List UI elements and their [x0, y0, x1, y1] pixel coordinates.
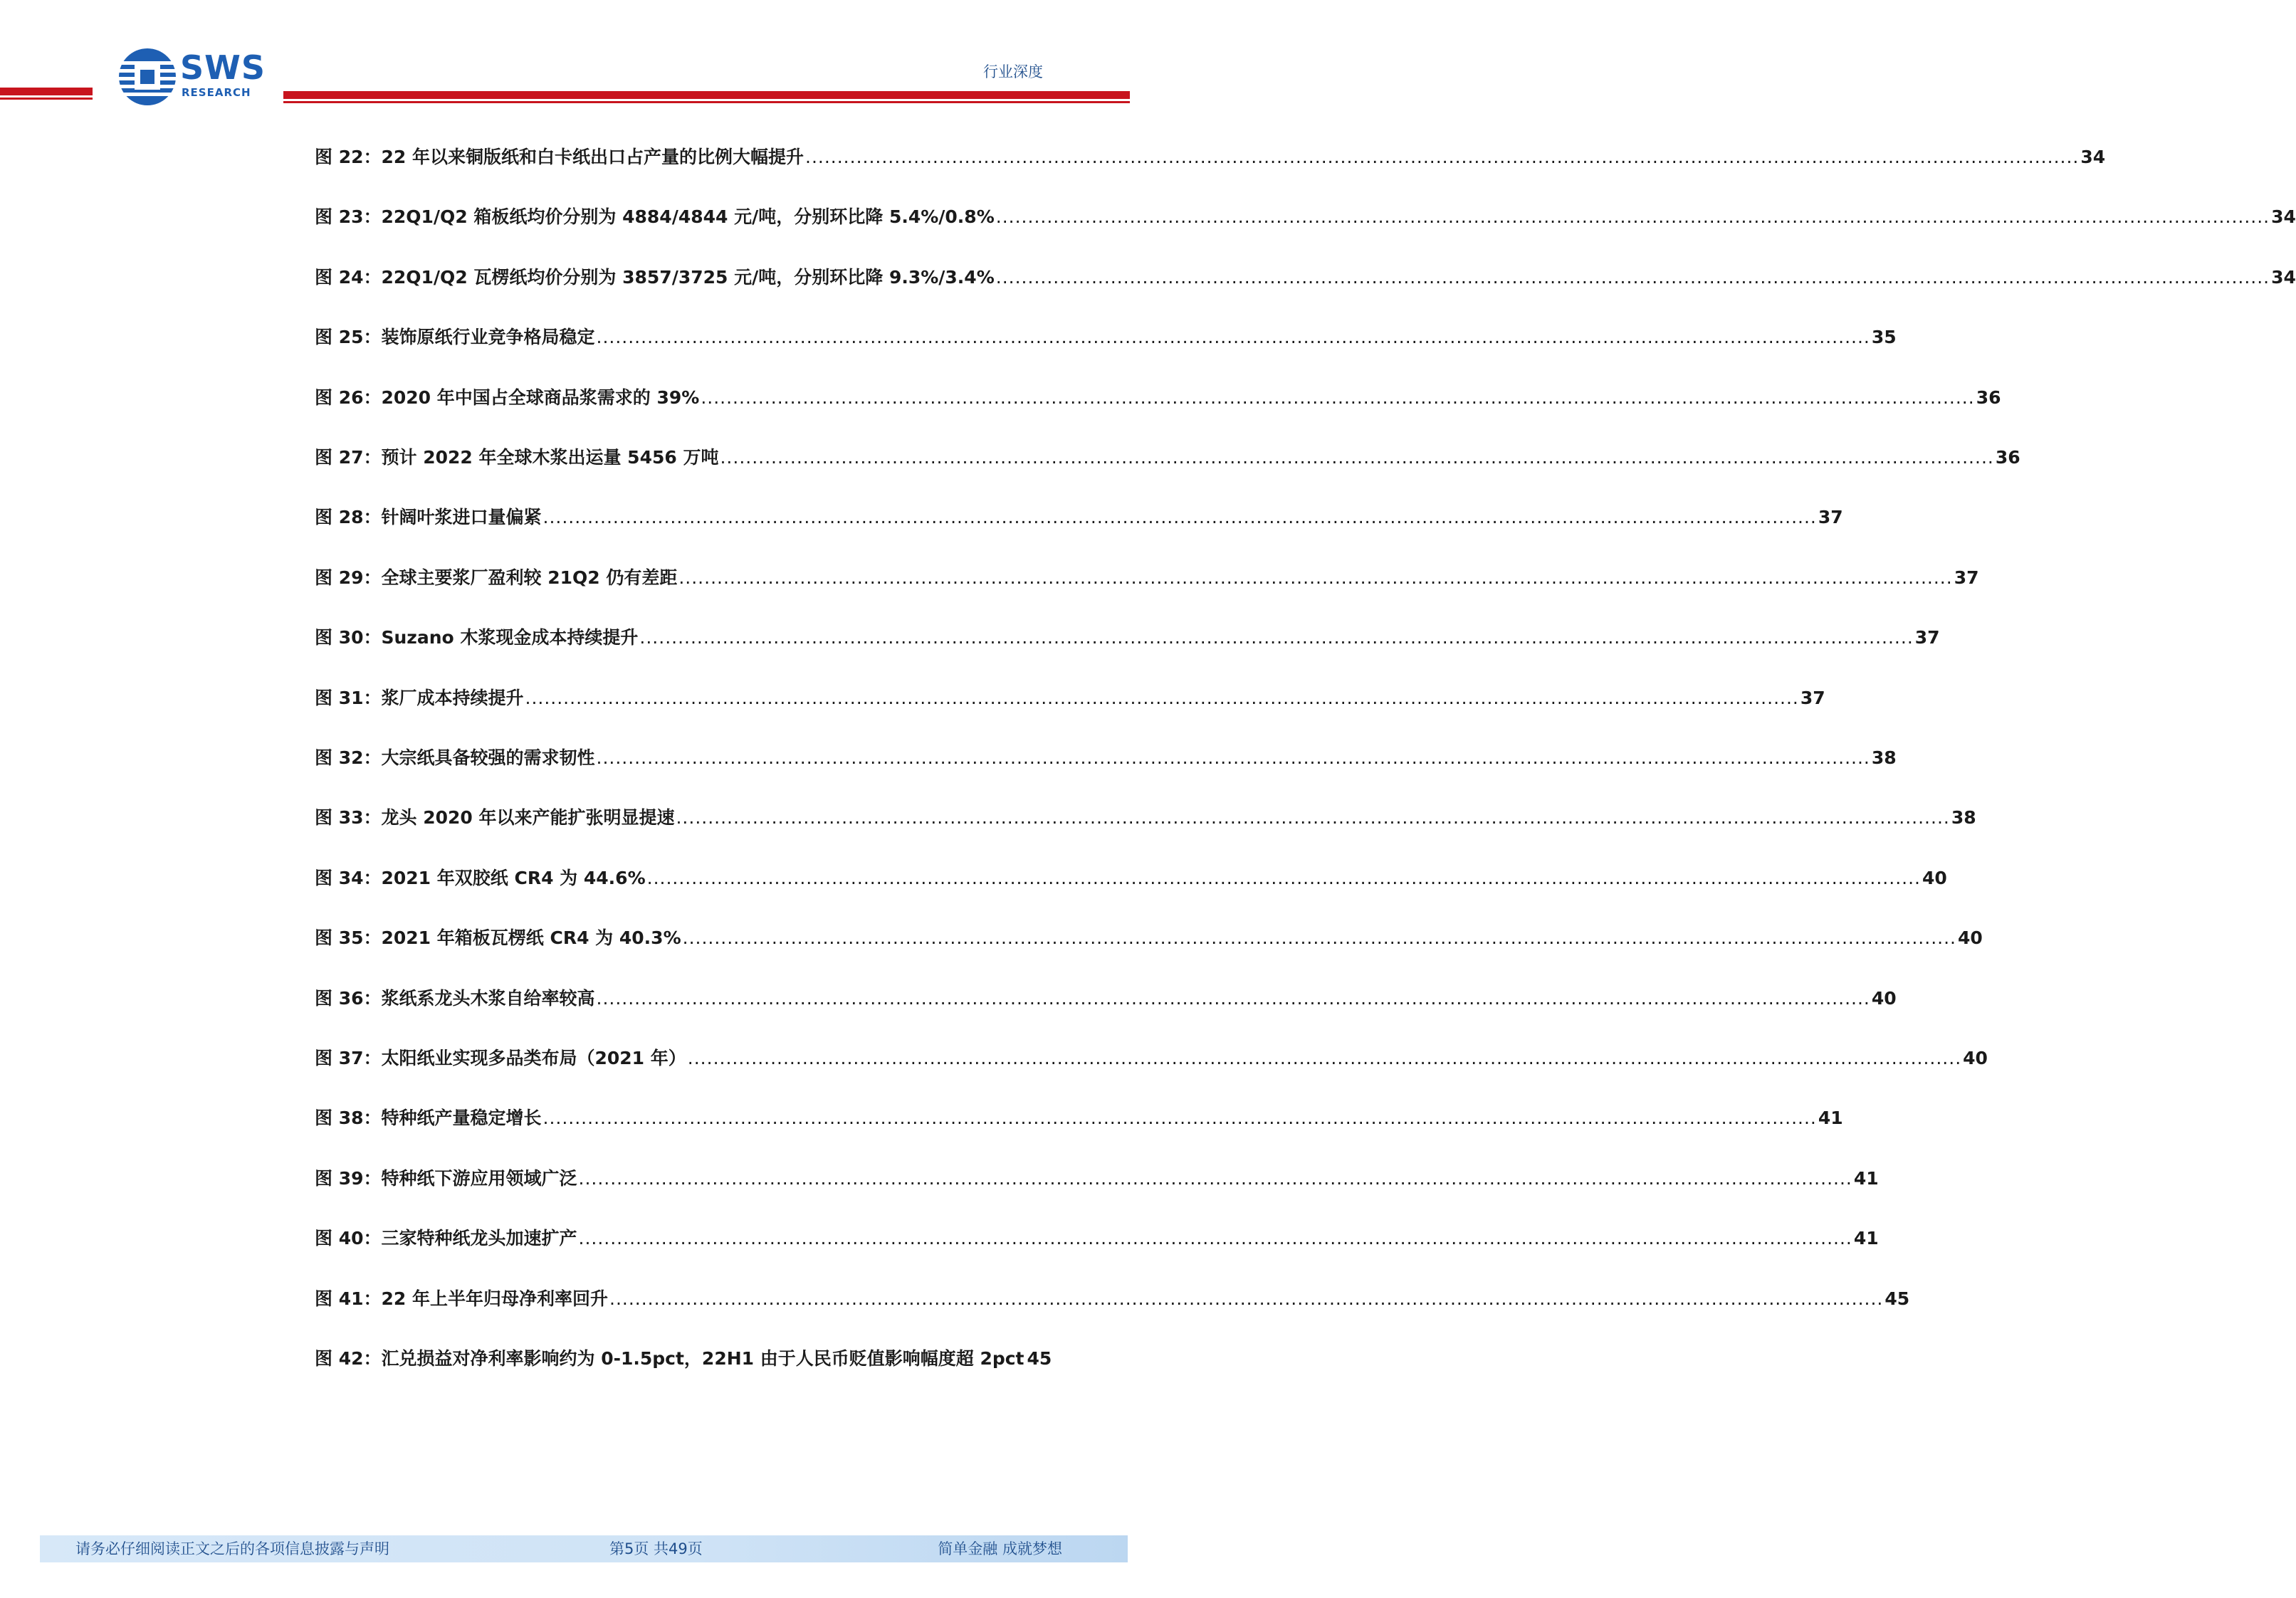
toc-entry-label: 图 30：Suzano 木浆现金成本持续提升	[315, 627, 639, 648]
toc-leader-dots: ........................................................................................................................................................................................................	[805, 147, 2080, 167]
toc-entry-page: 41	[1853, 1228, 1879, 1249]
toc-leader-dots: ........................................................................................................................................................................................................	[995, 267, 2270, 288]
toc-entry-page: 45	[1027, 1348, 1052, 1369]
toc-entry-label: 图 38：特种纸产量稳定增长	[315, 1108, 542, 1128]
header-rule-right-thin	[283, 101, 1130, 103]
toc-entry[interactable]	[315, 744, 1897, 772]
footer-slogan: 简单金融 成就梦想	[938, 1540, 1062, 1557]
toc-entry-label: 图 25：装饰原纸行业竞争格局稳定	[315, 327, 595, 347]
toc-leader-dots: ........................................................................................................................................................................................................	[542, 1108, 1817, 1128]
toc-entry-page: 40	[1963, 1048, 1988, 1068]
toc-entry-label: 图 31：浆厂成本持续提升	[315, 688, 524, 708]
toc-entry[interactable]	[315, 1044, 1988, 1073]
toc-entry-label: 图 22：22 年以来铜版纸和白卡纸出口占产量的比例大幅提升	[315, 147, 804, 167]
toc-leader-dots: ........................................................................................................................................................................................................	[609, 1288, 1884, 1309]
toc-entry-page: 37	[1954, 567, 1979, 588]
toc-entry[interactable]	[315, 1165, 1879, 1193]
toc-entry[interactable]	[315, 1285, 1910, 1313]
toc-entry[interactable]	[315, 443, 2020, 472]
toc-leader-dots: ........................................................................................................................................................................................................	[578, 1168, 1852, 1189]
page-footer	[40, 1535, 1128, 1562]
toc-entry-page: 38	[1871, 747, 1897, 768]
toc-leader-dots: ........................................................................................................................................................................................................	[639, 627, 1914, 648]
toc-leader-dots: ........................................................................................................................................................................................................	[678, 567, 1953, 588]
report-category-label: 行业深度	[983, 63, 1043, 80]
toc-leader-dots: ........................................................................................................................................................................................................	[596, 988, 1870, 1009]
toc-entry[interactable]	[315, 804, 1976, 832]
logo-text: SWS	[180, 48, 266, 87]
toc-entry-page: 38	[1951, 807, 1976, 828]
toc-entry[interactable]	[315, 263, 2296, 292]
toc-entry[interactable]	[315, 323, 1897, 352]
toc-entry[interactable]	[315, 384, 2001, 412]
toc-entry-label: 图 42：汇兑损益对净利率影响约为 0-1.5pct，22H1 由于人民币贬值影响幅度超 2pct	[315, 1348, 1024, 1369]
footer-page-info: 第5页 共49页	[609, 1540, 703, 1557]
sws-logo-icon	[117, 47, 177, 107]
toc-leader-dots: ........................................................................................................................................................................................................	[525, 688, 1799, 708]
toc-entry[interactable]	[315, 203, 2296, 231]
toc-entry[interactable]	[315, 1104, 1843, 1132]
toc-entry-page: 37	[1818, 507, 1843, 527]
toc-entry-page: 41	[1853, 1168, 1879, 1189]
toc-entry-label: 图 36：浆纸系龙头木浆自给率较高	[315, 988, 595, 1009]
toc-entry[interactable]	[315, 1224, 1879, 1253]
toc-entry-page: 41	[1818, 1108, 1843, 1128]
toc-entry-label: 图 37：太阳纸业实现多品类布局（2021 年）	[315, 1048, 686, 1068]
toc-entry-page: 40	[1922, 868, 1947, 888]
toc-entry-label: 图 39：特种纸下游应用领域广泛	[315, 1168, 577, 1189]
toc-leader-dots: ........................................................................................................................................................................................................	[687, 1048, 1962, 1068]
toc-entry-page: 40	[1957, 927, 1983, 948]
toc-entry-label: 图 41：22 年上半年归母净利率回升	[315, 1288, 608, 1309]
toc-entry-label: 图 29：全球主要浆厂盈利较 21Q2 仍有差距	[315, 567, 678, 588]
company-logo	[117, 47, 271, 107]
toc-leader-dots: ........................................................................................................................................................................................................	[596, 327, 1870, 347]
toc-entry-label: 图 23：22Q1/Q2 箱板纸均价分别为 4884/4844 元/吨，分别环比降 5.4%/0.8%	[315, 206, 995, 227]
toc-entry[interactable]	[315, 864, 1947, 893]
toc-entry-label: 图 40：三家特种纸龙头加速扩产	[315, 1228, 577, 1249]
toc-entry-label: 图 33：龙头 2020 年以来产能扩张明显提速	[315, 807, 675, 828]
toc-entry[interactable]	[315, 143, 2106, 172]
toc-entry-label: 图 34：2021 年双胶纸 CR4 为 44.6%	[315, 868, 646, 888]
toc-leader-dots: ........................................................................................................................................................................................................	[596, 747, 1870, 768]
toc-entry[interactable]	[315, 924, 1983, 952]
toc-entry-page: 37	[1800, 688, 1825, 708]
toc-entry-label: 图 32：大宗纸具备较强的需求韧性	[315, 747, 595, 768]
toc-entry[interactable]	[315, 503, 1843, 532]
logo-subtext: RESEARCH	[182, 86, 251, 99]
header-rule-left-thin	[0, 98, 93, 100]
toc-entry-page: 37	[1914, 627, 1940, 648]
toc-entry-label: 图 28：针阔叶浆进口量偏紧	[315, 507, 542, 527]
toc-entry-page: 34	[2271, 206, 2296, 227]
toc-leader-dots: ........................................................................................................................................................................................................	[646, 868, 1921, 888]
toc-entry-label: 图 35：2021 年箱板瓦楞纸 CR4 为 40.3%	[315, 927, 681, 948]
toc-entry-page: 34	[2271, 267, 2296, 288]
toc-entry[interactable]	[315, 564, 1979, 592]
toc-entry-page: 45	[1884, 1288, 1910, 1309]
toc-leader-dots: ........................................................................................................................................................................................................	[578, 1228, 1852, 1249]
toc-leader-dots: ........................................................................................................................................................................................................	[542, 507, 1817, 527]
toc-entry-label: 图 27：预计 2022 年全球木浆出运量 5456 万吨	[315, 447, 719, 468]
toc-entry-page: 34	[2080, 147, 2106, 167]
toc-leader-dots: ........................................................................................................................................................................................................	[682, 927, 1956, 948]
toc-leader-dots: ........................................................................................................................................................................................................	[676, 807, 1950, 828]
toc-entry-page: 40	[1871, 988, 1897, 1009]
toc-leader-dots: ........................................................................................................................................................................................................	[995, 206, 2270, 227]
toc-leader-dots: ........................................................................................................................................................................................................	[701, 387, 1975, 408]
footer-disclaimer: 请务必仔细阅读正文之后的各项信息披露与声明	[75, 1540, 389, 1557]
toc-entry[interactable]	[315, 624, 1940, 652]
toc-entry[interactable]	[315, 1345, 1052, 1373]
toc-entry-page: 35	[1871, 327, 1897, 347]
toc-entry-label: 图 24：22Q1/Q2 瓦楞纸均价分别为 3857/3725 元/吨，分别环比降 9.3%/3.4%	[315, 267, 995, 288]
toc-entry-page: 36	[1995, 447, 2020, 468]
toc-leader-dots: ........................................................................................................................................................................................................	[720, 447, 1994, 468]
toc-entry-label: 图 26：2020 年中国占全球商品浆需求的 39%	[315, 387, 700, 408]
toc-entry[interactable]	[315, 984, 1897, 1013]
toc-entry[interactable]	[315, 684, 1825, 713]
header-rule-left	[0, 88, 93, 95]
header-rule-right	[283, 91, 1130, 99]
toc-entry-page: 36	[1976, 387, 2001, 408]
